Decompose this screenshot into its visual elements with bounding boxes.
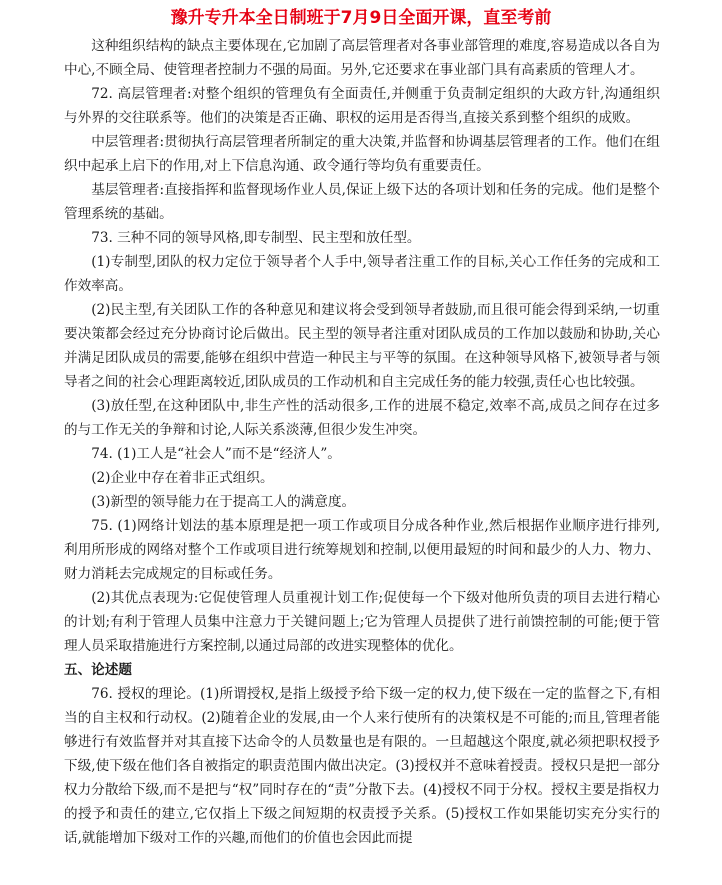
section-heading: 五、论述题	[64, 662, 132, 678]
paragraph: 中层管理者:贯彻执行高层管理者所制定的重大决策,并监督和协调基层管理者的工作。他们在组织中起承上启下的作用,对上下信息沟通、政令通行等均负有重要责任。	[64, 134, 660, 174]
paragraph: 73. 三种不同的领导风格,即专制型、民主型和放任型。	[91, 230, 421, 246]
paragraph: 74. (1)工人是“社会人”而不是“经济人”。	[91, 446, 341, 462]
paragraph: (2)其优点表现为:它促使管理人员重视计划工作;促使每一个下级对他所负责的项目去进行精心的计划;有利于管理人员集中注意力于关键问题上;它为管理人员提供了进行前馈控制的可能;便于管理人员采取措施进行方案控制,以通过局部的改进实现整体的优化。	[64, 590, 660, 654]
paragraph: 76. 授权的理论。(1)所谓授权,是指上级授予给下级一定的权力,使下级在一定的监督之下,有相当的自主权和行动权。(2)随着企业的发展,由一个人来行使所有的决策权是不可能的;而且,管理者能够进行有效监督并对其直接下达命令的人员数量也是有限的。一旦超越这个限度,就必须把职权授予下级,使下级在他们各自被指定的职责范围内做出决定。(3)授权并不意味着授责。授权只是把一部分权力分散给下级,而不是把与“权”同时存在的“责”分散下去。(4)授权不同于分权。授权主要是指权力的授予和责任的建立,它仅指上下级之间短期的权责授予关系。(5)授权工作如果能切实充分实行的话,就能增加下级对工作的兴趣,而他们的价值也会因此而提	[64, 686, 660, 846]
paragraph: (1)专制型,团队的权力定位于领导者个人手中,领导者注重工作的目标,关心工作任务的完成和工作效率高。	[64, 254, 660, 294]
promo-banner: 豫升专升本全日制班于7月9日全面开课，直至考前	[170, 8, 552, 28]
paragraph: (3)新型的领导能力在于提高工人的满意度。	[91, 494, 356, 510]
paragraph: 72. 高层管理者:对整个组织的管理负有全面责任,并侧重于负责制定组织的大政方针,沟通组织与外界的交往联系等。他们的决策是否正确、职权的运用是否得当,直接关系到整个组织的成败。	[64, 86, 660, 126]
paragraph: (2)企业中存在着非正式组织。	[91, 470, 274, 486]
paragraph: (2)民主型,有关团队工作的各种意见和建议将会受到领导者鼓励,而且很可能会得到采纳,一切重要决策都会经过充分协商讨论后做出。民主型的领导者注重对团队成员的工作加以鼓励和协助,关心并满足团队成员的需要,能够在组织中营造一种民主与平等的氛围。在这种领导风格下,被领导者与领导者之间的社会心理距离较近,团队成员的工作动机和自主完成任务的能力较强,责任心也比较强。	[64, 302, 660, 390]
document-body	[64, 34, 660, 850]
paragraph: 75. (1)网络计划法的基本原理是把一项工作或项目分成各种作业,然后根据作业顺序进行排列,利用所形成的网络对整个工作或项目进行统筹规划和控制,以便用最短的时间和最少的人力、物力、财力消耗去完成规定的目标或任务。	[64, 518, 660, 582]
paragraph: (3)放任型,在这种团队中,非生产性的活动很多,工作的进展不稳定,效率不高,成员之间存在过多的与工作无关的争辩和讨论,人际关系淡薄,但很少发生冲突。	[64, 398, 660, 438]
paragraph: 基层管理者:直接指挥和监督现场作业人员,保证上级下达的各项计划和任务的完成。他们是整个管理系统的基础。	[64, 182, 660, 222]
paragraph: 这种组织结构的缺点主要体现在,它加剧了高层管理者对各事业部管理的难度,容易造成以各自为中心,不顾全局、使管理者控制力不强的局面。另外,它还要求在事业部门具有高素质的管理人才。	[64, 38, 660, 78]
